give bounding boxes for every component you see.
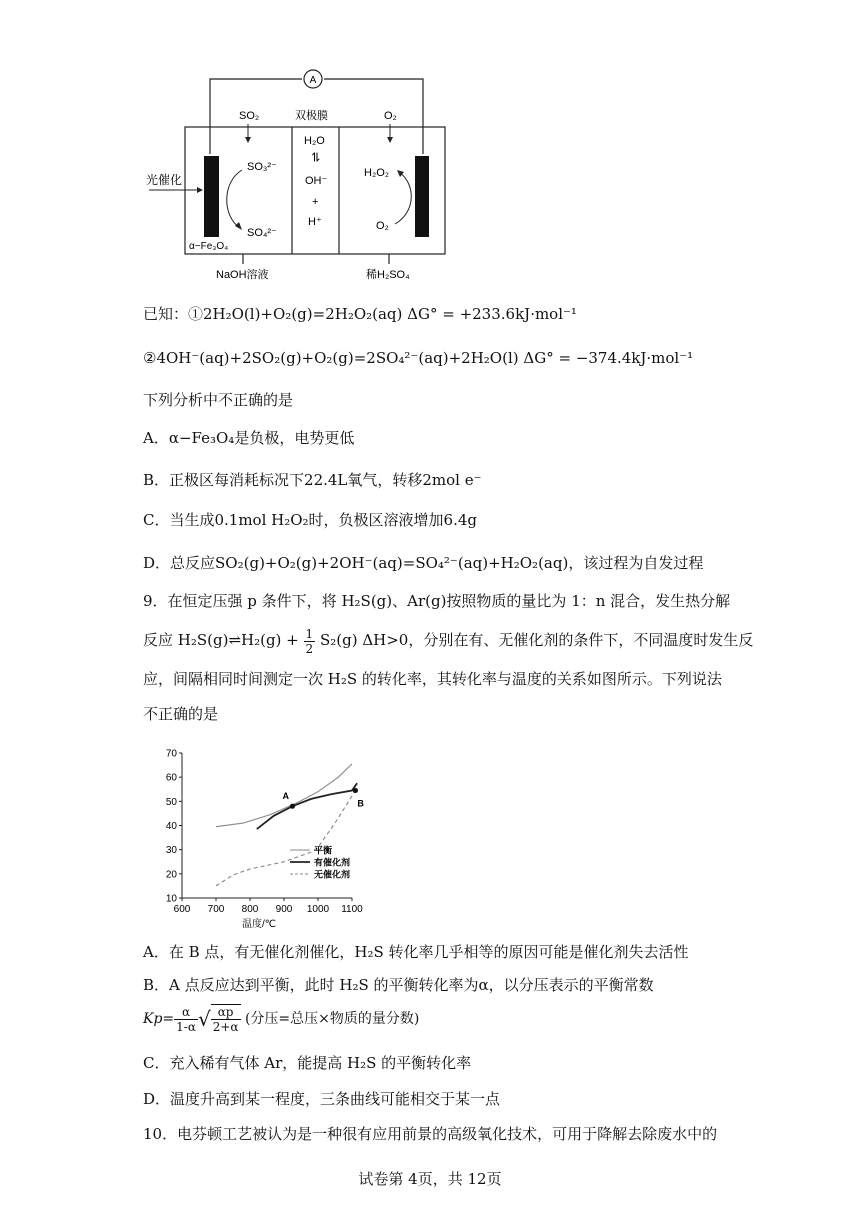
q9-stem-line-2 [143, 626, 753, 656]
known-equation-1: 已知：①2H₂O(l)+O₂(g)=2H₂O₂(aq) ΔG° = +233.6kJ·mol⁻¹ [143, 305, 577, 323]
ammeter-label: A [309, 75, 317, 86]
electrode-material-label: α−Fe₃O₄ [189, 241, 229, 252]
electrochemical-cell-diagram [140, 66, 460, 296]
q9-reaction-text: 反应 H₂S(g)⇌H₂(g) + [143, 631, 299, 649]
membrane-proton-label: H⁺ [308, 216, 322, 228]
right-electrode [415, 156, 429, 237]
q8-option-a: A．α−Fe₃O₄是负极，电势更低 [143, 429, 355, 447]
y-tick-label: 30 [165, 845, 177, 857]
membrane-equilibrium-arrows: ⇌ [309, 151, 323, 163]
x-axis-label: 温度/℃ [241, 919, 277, 930]
q8-option-c: C．当生成0.1mol H₂O₂时，负极区溶液增加6.4g [143, 511, 478, 529]
so2-inlet-label: SO₂ [239, 110, 260, 122]
light-catalysis-label: 光催化 [146, 173, 183, 187]
point-marker-B [353, 788, 358, 793]
x-tick-label: 700 [207, 904, 225, 915]
kp-symbol: Kp= [143, 1011, 175, 1027]
y-tick-label: 10 [165, 893, 177, 905]
y-tick-label: 60 [165, 772, 177, 784]
sulfate-ion-label: SO₄²⁻ [247, 227, 277, 239]
left-electrode [204, 156, 219, 237]
legend-label-1: 有催化剂 [314, 857, 351, 868]
bipolar-membrane-label: 双极膜 [295, 110, 328, 122]
q9-stem-line-1: 9．在恒定压强 p 条件下，将 H₂S(g)、Ar(g)按照物质的量比为 1：n 混合，发生热分解 [143, 592, 731, 610]
point-label-A: A [282, 791, 289, 802]
q9-reaction-text-cont: S₂(g) ΔH>0，分别在有、无催化剂的条件下，不同温度时发生反 [319, 631, 754, 649]
q9-option-c: C．充入稀有气体 Ar，能提高 H₂S 的平衡转化率 [143, 1054, 472, 1072]
kp-note: (分压=总压×物质的量分数) [244, 1011, 420, 1027]
kp-fraction-2: $\frac{\alpha p}{2+\alpha}$ [212, 1005, 239, 1034]
series-line-1 [257, 783, 357, 829]
q8-option-b: B．正极区每消耗标况下22.4L氧气，转移2mol e⁻ [143, 471, 482, 489]
q10-stem-line-1: 10．电芬顿工艺被认为是一种很有应用前景的高级氧化技术，可用于降解去除废水中的 [143, 1125, 718, 1143]
y-tick-label: 70 [165, 748, 177, 760]
q9-option-d: D．温度升高到某一程度，三条曲线可能相交于某一点 [143, 1090, 501, 1108]
legend-label-2: 无催化剂 [314, 869, 351, 880]
q8-stem: 下列分析中不正确的是 [143, 391, 294, 409]
point-label-B: B [357, 798, 364, 809]
naoh-solution-label: NaOH溶液 [216, 269, 269, 281]
oxygen-label: O₂ [376, 220, 389, 232]
x-tick-label: 1000 [306, 904, 330, 915]
kp-formula [143, 1002, 419, 1036]
q9-stem-line-3: 应，间隔相同时间测定一次 H₂S 的转化率，其转化率与温度的关系如图所示。下列说法 [143, 670, 722, 688]
kp-fraction-1: $\frac{\alpha}{1-\alpha}$ [176, 1004, 196, 1034]
membrane-water-label: H₂O [304, 135, 325, 147]
hydrogen-peroxide-label: H₂O₂ [364, 167, 390, 179]
q9-option-a: A．在 B 点，有无催化剂催化，H₂S 转化率几乎相等的原因可能是催化剂失去活性 [143, 943, 689, 961]
dilute-sulfuric-acid-label: 稀H₂SO₄ [366, 269, 410, 281]
q9-option-b: B．A 点反应达到平衡，此时 H₂S 的平衡转化率为α，以分压表示的平衡常数 [143, 976, 654, 994]
legend-label-0: 平衡 [314, 845, 333, 856]
q9-stem-line-4: 不正确的是 [143, 705, 219, 723]
point-marker-A [290, 804, 295, 809]
membrane-hydroxide-label: OH⁻ [305, 175, 328, 187]
x-tick-label: 600 [173, 904, 191, 915]
sulfite-ion-label: SO₃²⁻ [247, 161, 277, 173]
x-tick-label: 800 [241, 904, 259, 915]
page-footer: 试卷第 4页，共 12页 [358, 1170, 502, 1188]
y-tick-label: 50 [165, 796, 177, 808]
q8-option-d: D．总反应SO₂(g)+O₂(g)+2OH⁻(aq)=SO₄²⁻(aq)+H₂O₂(aq)，该过程为自发过程 [143, 554, 704, 572]
x-tick-label: 1100 [341, 904, 363, 915]
conversion-temperature-chart [140, 740, 380, 930]
o2-inlet-label: O₂ [384, 110, 397, 122]
membrane-plus-sign: + [312, 196, 319, 208]
half-fraction: $\frac{1}{2}$ [305, 626, 314, 656]
x-tick-label: 900 [275, 904, 293, 915]
y-tick-label: 40 [165, 821, 177, 832]
sqrt-icon: √ [197, 1007, 211, 1031]
known-equation-2: ②4OH⁻(aq)+2SO₂(g)+O₂(g)=2SO₄²⁻(aq)+2H₂O(l) ΔG° = −374.4kJ·mol⁻¹ [143, 349, 694, 367]
y-tick-label: 20 [165, 869, 177, 881]
